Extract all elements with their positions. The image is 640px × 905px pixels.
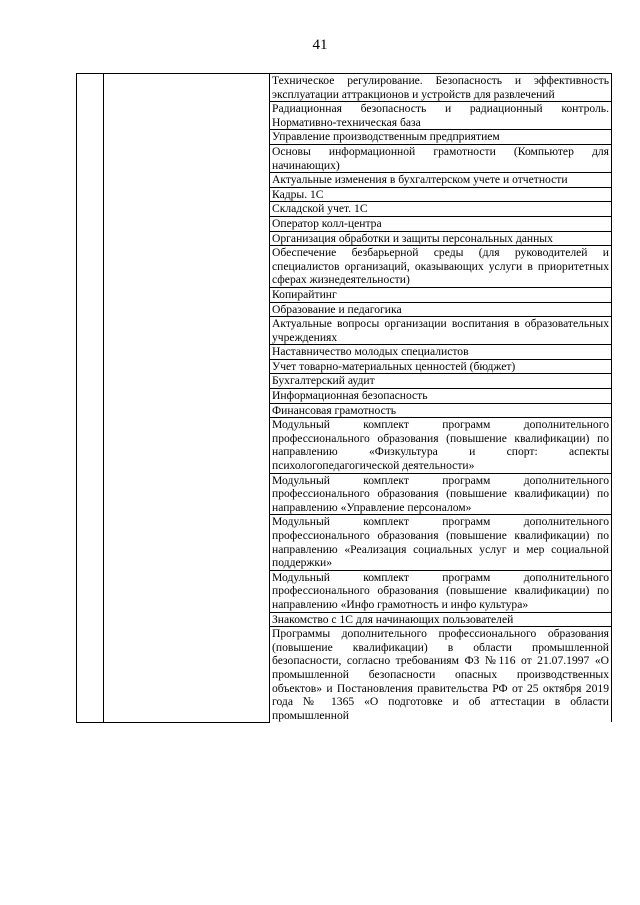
program-title: Модульный комплект программ дополнительного профессионального образования (повышение квалификации) по направлению «Физкультура и спорт: аспекты психологопедагогической деятельности» <box>272 418 609 473</box>
program-title: Актуальные вопросы организации воспитания в образовательных учреждениях <box>272 317 609 344</box>
program-title: Программы дополнительного профессионального образования (повышение квалификации) в области промышленной безопасности, согласно требованиям ФЗ №116 от 21.07.1997 «О промышленной безопасности опасных производственных объектов» и Постановления правительства РФ от 25 октября 2019 года № 1365 «О подготовке и об аттестации в области промышленной <box>272 627 609 722</box>
program-cell <box>270 418 612 473</box>
program-cell <box>270 246 612 288</box>
table-row <box>77 74 612 102</box>
program-title: Управление производственным предприятием <box>272 130 500 144</box>
program-cell <box>270 302 612 317</box>
program-title: Модульный комплект программ дополнительного профессионального образования (повышение квалификации) по направлению «Реализация социальных услуг и мер социальной поддержки» <box>272 515 609 570</box>
program-cell <box>270 515 612 570</box>
program-cell <box>270 187 612 202</box>
program-title: Бухгалтерский аудит <box>272 374 375 388</box>
program-cell <box>270 345 612 360</box>
programs-table <box>76 73 612 723</box>
program-cell <box>270 389 612 404</box>
program-cell <box>270 374 612 389</box>
program-title: Кадры. 1С <box>272 187 324 201</box>
program-title: Модульный комплект программ дополнительного профессионального образования (повышение квалификации) по направлению «Инфо грамотность и инфо культура» <box>272 570 609 611</box>
program-title: Обеспечение безбарьерной среды (для руководителей и специалистов организаций, оказывающих услуги в приоритетных сферах жизнедеятельности) <box>272 246 609 287</box>
program-cell <box>270 144 612 172</box>
program-cell <box>270 74 612 102</box>
program-title: Модульный комплект программ дополнительного профессионального образования (повышение квалификации) по направлению «Управление персоналом» <box>272 473 609 514</box>
program-cell <box>270 359 612 374</box>
program-cell <box>270 287 612 302</box>
program-cell <box>270 173 612 188</box>
page-number: 41 <box>312 37 328 53</box>
program-title: Актуальные изменения в бухгалтерском учете и отчетности <box>272 173 568 187</box>
program-cell <box>270 202 612 217</box>
program-title: Финансовая грамотность <box>272 403 397 417</box>
program-title: Информационная безопасность <box>272 389 428 403</box>
program-cell <box>270 130 612 145</box>
program-cell <box>270 473 612 515</box>
program-title: Организация обработки и защиты персональных данных <box>272 231 553 245</box>
empty-cell-number <box>77 74 104 723</box>
program-cell <box>270 403 612 418</box>
empty-cell-category <box>104 74 270 723</box>
program-cell <box>270 612 612 627</box>
program-title: Знакомство с 1С для начинающих пользователей <box>272 612 514 626</box>
program-cell <box>270 627 612 723</box>
program-title: Техническое регулирование. Безопасность и эффективность эксплуатации аттракционов и устройств для развлечений <box>272 74 609 101</box>
program-title: Наставничество молодых специалистов <box>272 345 469 359</box>
program-cell <box>270 231 612 246</box>
program-title: Оператор колл-центра <box>272 216 382 230</box>
program-title: Радиационная безопасность и радиационный контроль. Нормативно-техническая база <box>272 102 609 129</box>
program-title: Складской учет. 1С <box>272 202 368 216</box>
program-cell <box>270 317 612 345</box>
program-title: Основы информационной грамотности (Компьютер для начинающих) <box>272 144 609 172</box>
program-cell <box>270 102 612 130</box>
program-title: Учет товарно-материальных ценностей (бюджет) <box>272 359 516 373</box>
program-cell <box>270 570 612 612</box>
program-title: Копирайтинг <box>272 287 337 301</box>
program-cell <box>270 216 612 231</box>
program-title: Образование и педагогика <box>272 302 402 316</box>
